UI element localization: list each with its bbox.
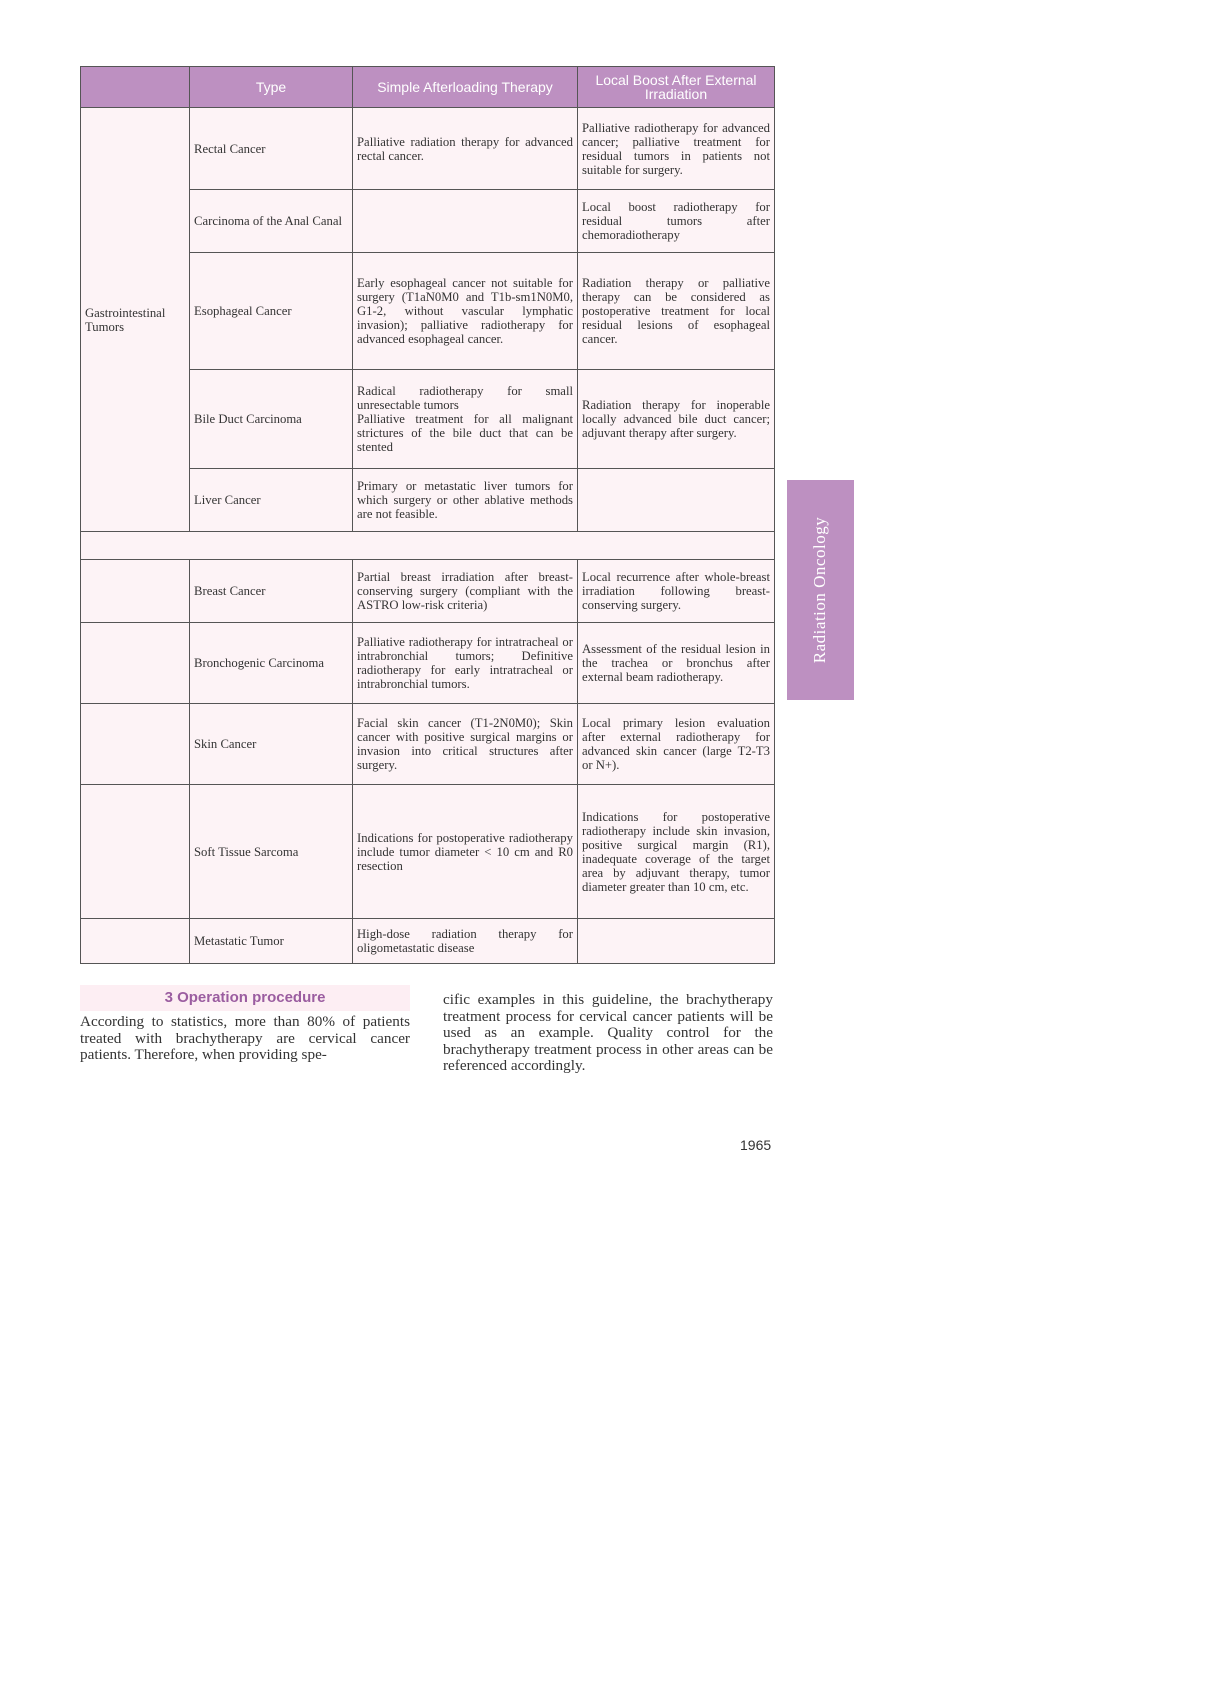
simple-line: Palliative treatment for all malignant strictures of the bile duct that can be stented (357, 412, 573, 454)
group-label-gastrointestinal: Gastrointestinal Tumors (81, 108, 190, 532)
section-heading: 3 Operation procedure (80, 985, 410, 1011)
boost-cell: Assessment of the residual lesion in the trachea or bronchus after external beam radiotherapy. (578, 623, 775, 704)
section-side-tab (787, 480, 854, 700)
body-text-right-column: cific examples in this guideline, the brachytherapy treatment process for cervical cancer patients will be used as an example. Quality control for the brachytherapy treatment process in other areas can be referenced accordingly. (443, 991, 773, 1074)
body-text-left-column: According to statistics, more than 80% of patients treated with brachytherapy are cervical cancer patients. Therefore, when providing spe- (80, 1013, 410, 1063)
boost-cell: Radiation therapy or palliative therapy can be considered as postoperative treatment for local residual lesions of esophageal cancer. (578, 253, 775, 370)
simple-cell (353, 370, 578, 469)
indications-table (80, 66, 775, 964)
boost-cell: Palliative radiotherapy for advanced cancer; palliative treatment for residual tumors in patients not suitable for surgery. (578, 108, 775, 190)
table-header-row (81, 67, 775, 108)
header-local-boost: Local Boost After External Irradiation (578, 67, 775, 108)
boost-cell: Indications for postoperative radiotherapy include skin invasion, positive surgical margin (R1), inadequate coverage of the target area by adjuvant therapy, tumor diameter greater than 10 cm, etc. (578, 785, 775, 919)
category-cell (81, 785, 190, 919)
boost-cell (578, 469, 775, 532)
simple-cell: Primary or metastatic liver tumors for which surgery or other ablative methods are not feasible. (353, 469, 578, 532)
simple-cell: Palliative radiotherapy for intratracheal or intrabronchial tumors; Definitive radiotherapy for early intratracheal or intrabronchial tumors. (353, 623, 578, 704)
table-row (81, 704, 775, 785)
boost-cell (578, 919, 775, 964)
boost-cell: Local primary lesion evaluation after external radiotherapy for advanced skin cancer (large T2-T3 or N+). (578, 704, 775, 785)
type-cell: Bile Duct Carcinoma (190, 370, 353, 469)
type-cell: Soft Tissue Sarcoma (190, 785, 353, 919)
boost-cell: Local recurrence after whole-breast irradiation following breast-conserving surgery. (578, 560, 775, 623)
type-cell: Breast Cancer (190, 560, 353, 623)
spacer-row (81, 532, 775, 560)
simple-cell (353, 190, 578, 253)
category-cell (81, 919, 190, 964)
type-cell: Esophageal Cancer (190, 253, 353, 370)
header-category (81, 67, 190, 108)
simple-cell: High-dose radiation therapy for oligometastatic disease (353, 919, 578, 964)
simple-cell: Indications for postoperative radiotherapy include tumor diameter < 10 cm and R0 resection (353, 785, 578, 919)
category-cell (81, 704, 190, 785)
header-simple-afterloading: Simple Afterloading Therapy (353, 67, 578, 108)
table-row (81, 560, 775, 623)
category-cell (81, 623, 190, 704)
type-cell: Metastatic Tumor (190, 919, 353, 964)
side-tab-label: Radiation Oncology (810, 516, 830, 664)
type-cell: Skin Cancer (190, 704, 353, 785)
header-type: Type (190, 67, 353, 108)
type-cell: Rectal Cancer (190, 108, 353, 190)
simple-cell: Early esophageal cancer not suitable for surgery (T1aN0M0 and T1b-sm1N0M0, G1-2, without vascular lymphatic invasion); palliative radiotherapy for advanced esophageal cancer. (353, 253, 578, 370)
simple-line: Radical radiotherapy for small unresectable tumors (357, 384, 573, 412)
type-cell: Bronchogenic Carcinoma (190, 623, 353, 704)
table-row (81, 785, 775, 919)
table-row (81, 919, 775, 964)
boost-cell: Radiation therapy for inoperable locally advanced bile duct cancer; adjuvant therapy after surgery. (578, 370, 775, 469)
table-row (81, 623, 775, 704)
boost-cell: Local boost radiotherapy for residual tumors after chemoradiotherapy (578, 190, 775, 253)
table-row (81, 108, 775, 190)
spacer-cell (81, 532, 775, 560)
simple-cell: Palliative radiation therapy for advanced rectal cancer. (353, 108, 578, 190)
category-cell (81, 560, 190, 623)
simple-cell: Partial breast irradiation after breast-conserving surgery (compliant with the ASTRO low-risk criteria) (353, 560, 578, 623)
type-cell: Liver Cancer (190, 469, 353, 532)
page-number: 1965 (740, 1137, 772, 1153)
simple-cell: Facial skin cancer (T1-2N0M0); Skin cancer with positive surgical margins or invasion into critical structures after surgery. (353, 704, 578, 785)
type-cell: Carcinoma of the Anal Canal (190, 190, 353, 253)
